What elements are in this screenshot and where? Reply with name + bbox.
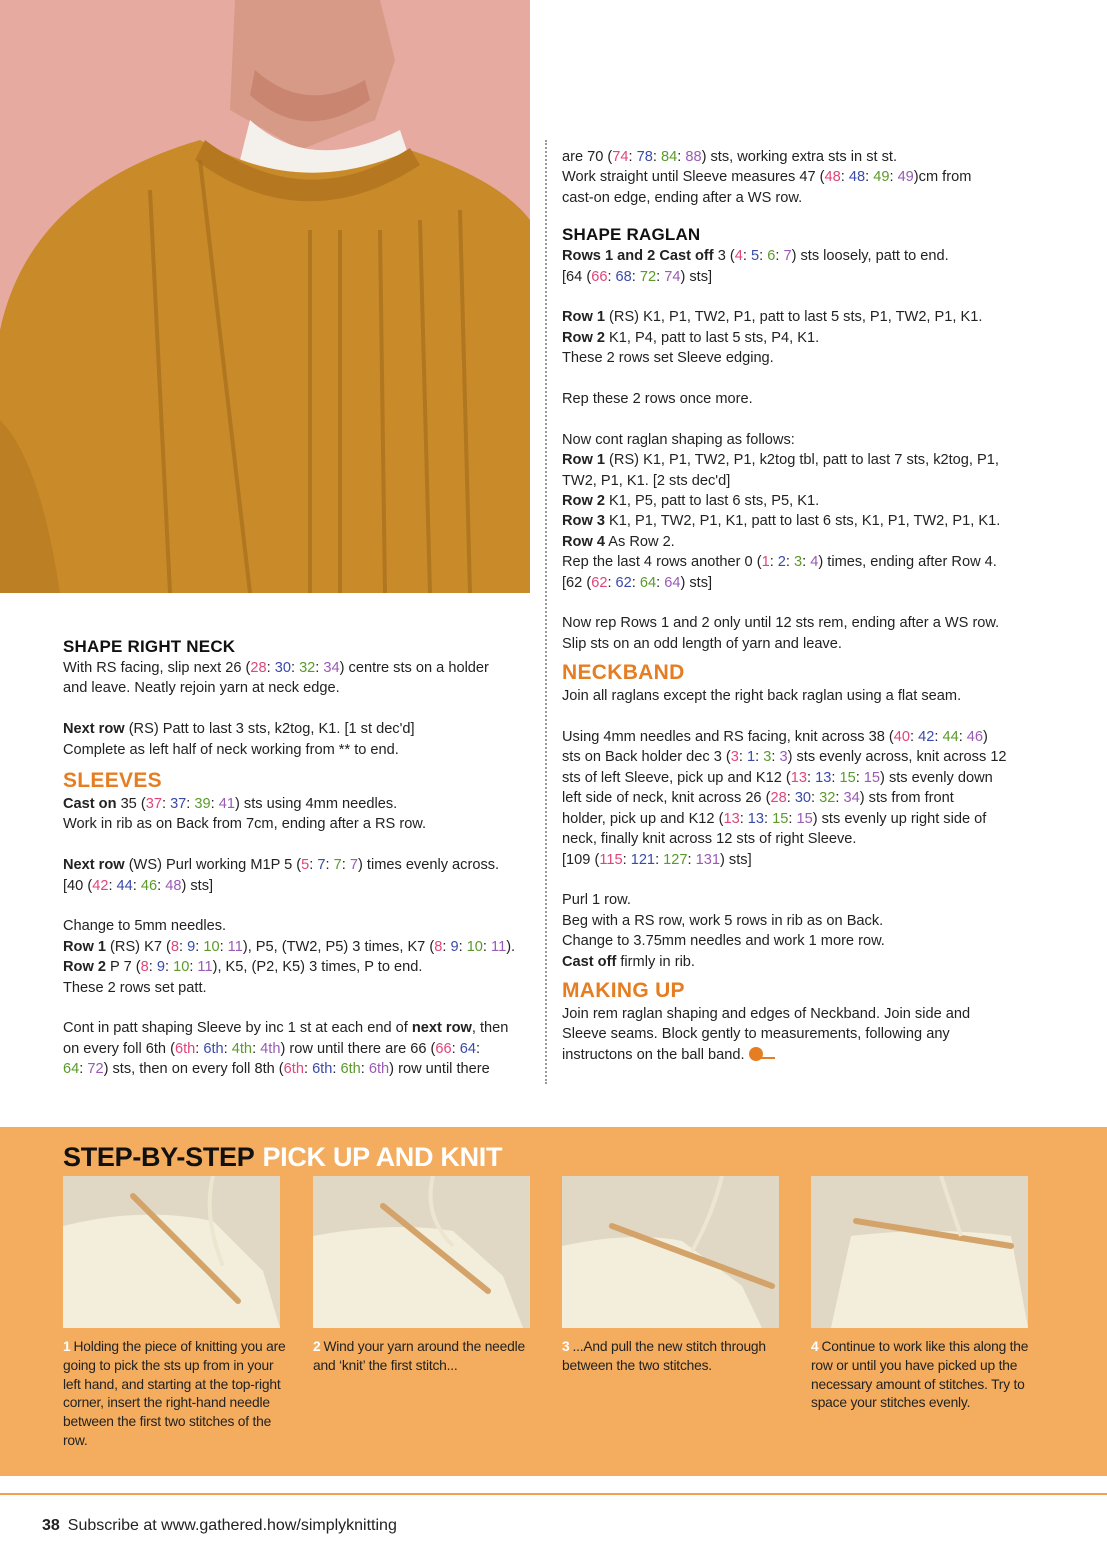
text-line: [109 (115: 121: 127: 131) sts] bbox=[562, 851, 752, 868]
right-column bbox=[562, 147, 1042, 1065]
text-line: Next row (WS) Purl working M1P 5 (5: 7: 7: 7) times evenly across. bbox=[63, 857, 500, 874]
text-line: TW2, P1, K1. [2 sts dec'd] bbox=[562, 472, 731, 489]
text-line: Change to 3.75mm needles and work 1 more row. bbox=[562, 933, 885, 950]
text-line: Using 4mm needles and RS facing, knit across 38 (40: 42: 44: 46) bbox=[562, 729, 988, 746]
text-line: Complete as left half of neck working from ** to end. bbox=[63, 741, 399, 758]
text-line: Row 1 (RS) K1, P1, TW2, P1, k2tog tbl, patt to last 7 sts, k2tog, P1, bbox=[562, 452, 999, 469]
neckband-heading: NECKBAND bbox=[562, 661, 685, 685]
text-line: Row 2 K1, P4, patt to last 5 sts, P4, K1. bbox=[562, 329, 820, 346]
shape-raglan-heading: SHAPE RAGLAN bbox=[562, 225, 701, 245]
text-line: Rep these 2 rows once more. bbox=[562, 391, 753, 408]
text-line: With RS facing, slip next 26 (28: 30: 32: 34) centre sts on a holder bbox=[63, 660, 489, 676]
step-by-step-title: STEP-BY-STEP PICK UP AND KNIT bbox=[63, 1142, 503, 1172]
text-line: cast-on edge, ending after a WS row. bbox=[562, 189, 803, 206]
text-line: Row 1 (RS) K1, P1, TW2, P1, patt to last 5 sts, P1, TW2, P1, K1. bbox=[562, 309, 983, 326]
text-line: Row 2 K1, P5, patt to last 6 sts, P5, K1. bbox=[562, 493, 820, 510]
yarn-ball-icon bbox=[749, 1047, 763, 1061]
text-line: Beg with a RS row, work 5 rows in rib as on Back. bbox=[562, 912, 884, 929]
step-3-caption: 3 ...And pull the new stitch through between the two stitches. bbox=[562, 1339, 766, 1373]
text-line: Now rep Rows 1 and 2 only until 12 sts rem, ending after a WS row. bbox=[562, 615, 1000, 632]
step-by-step-panel bbox=[0, 1127, 1107, 1476]
text-line: left side of neck, knit across 26 (28: 30: 32: 34) sts from front bbox=[562, 790, 954, 807]
step-4-caption: 4 Continue to work like this along the row or until you have picked up the necessary amount of stitches. Try to space your stitches evenly. bbox=[811, 1339, 1029, 1411]
footer-divider bbox=[0, 1493, 1107, 1495]
text-line: Row 3 K1, P1, TW2, P1, K1, patt to last 6 sts, K1, P1, TW2, P1, K1. bbox=[562, 513, 1001, 530]
text-line: are 70 (74: 78: 84: 88) sts, working extra sts in st st. bbox=[562, 149, 898, 165]
text-line: These 2 rows set Sleeve edging. bbox=[562, 350, 774, 367]
step-1-caption: 1 Holding the piece of knitting you are going to pick the sts up from in your left hand, and starting at the top-right corner, insert the right-hand needle between the first two stitches of the row. bbox=[63, 1339, 286, 1448]
text-line: Rep the last 4 rows another 0 (1: 2: 3: 4) times, ending after Row 4. bbox=[562, 554, 997, 571]
text-line: Work in rib as on Back from 7cm, ending after a RS row. bbox=[63, 816, 427, 833]
text-line: Purl 1 row. bbox=[562, 892, 631, 909]
text-line: Rows 1 and 2 Cast off 3 (4: 5: 6: 7) sts loosely, patt to end. bbox=[562, 248, 949, 265]
text-line: neck, finally knit across 12 sts of right Sleeve. bbox=[562, 831, 857, 848]
sleeves-heading: SLEEVES bbox=[63, 769, 162, 793]
text-line: Row 2 P 7 (8: 9: 10: 11), K5, (P2, K5) 3 times, P to end. bbox=[63, 959, 423, 976]
text-line: on every foll 6th (6th: 6th: 4th: 4th) row until there are 66 (66: 64: bbox=[63, 1040, 481, 1057]
text-line: Slip sts on an odd length of yarn and leave. bbox=[562, 635, 842, 652]
text-line: sts of left Sleeve, pick up and K12 (13: 13: 15: 15) sts evenly down bbox=[562, 769, 993, 786]
text-line: Row 4 As Row 2. bbox=[562, 533, 675, 550]
text-line: 64: 72) sts, then on every foll 8th (6th: 6th: 6th: 6th) row until there bbox=[63, 1061, 490, 1078]
text-line: Change to 5mm needles. bbox=[63, 918, 227, 935]
text-line: Next row (RS) Patt to last 3 sts, k2tog, K1. [1 st dec'd] bbox=[63, 721, 415, 738]
text-line: Cast off firmly in rib. bbox=[562, 953, 695, 970]
step-4-photo bbox=[811, 1176, 1028, 1328]
text-line: [40 (42: 44: 46: 48) sts] bbox=[63, 877, 214, 894]
making-up-heading: MAKING UP bbox=[562, 978, 685, 1002]
text-line: sts on Back holder dec 3 (3: 1: 3: 3) sts evenly across, knit across 12 bbox=[562, 749, 1007, 766]
text-line: [64 (66: 68: 72: 74) sts] bbox=[562, 268, 713, 285]
text-line: Join rem raglan shaping and edges of Neckband. Join side and bbox=[562, 1005, 971, 1022]
text-line: and leave. Neatly rejoin yarn at neck edge. bbox=[63, 680, 340, 697]
step-3-photo bbox=[562, 1176, 779, 1328]
text-line: [62 (62: 62: 64: 64) sts] bbox=[562, 574, 713, 591]
sweater-photo bbox=[0, 0, 530, 593]
text-line: Cast on 35 (37: 37: 39: 41) sts using 4mm needles. bbox=[63, 796, 398, 813]
text-line: instructons on the ball band. bbox=[562, 1045, 1042, 1065]
page-number: 38 bbox=[42, 1517, 60, 1534]
left-column bbox=[63, 636, 533, 1080]
text-line: Now cont raglan shaping as follows: bbox=[562, 431, 795, 448]
text-line: Sleeve seams. Block gently to measurements, following any bbox=[562, 1026, 950, 1043]
subscribe-link[interactable]: Subscribe at www.gathered.how/simplyknitting bbox=[67, 1517, 397, 1534]
step-1-photo bbox=[63, 1176, 280, 1328]
text-line: Cont in patt shaping Sleeve by inc 1 st at each end of next row, then bbox=[63, 1020, 509, 1037]
text-line: Join all raglans except the right back raglan using a flat seam. bbox=[562, 688, 962, 705]
text-line: Work straight until Sleeve measures 47 (48: 48: 49: 49)cm from bbox=[562, 169, 972, 186]
step-2-photo bbox=[313, 1176, 530, 1328]
column-divider bbox=[545, 140, 547, 1084]
text-line: Row 1 (RS) K7 (8: 9: 10: 11), P5, (TW2, P5) 3 times, K7 (8: 9: 10: 11). bbox=[63, 938, 516, 955]
shape-right-neck-heading: SHAPE RIGHT NECK bbox=[63, 637, 236, 656]
text-line: holder, pick up and K12 (13: 13: 15: 15) sts evenly up right side of bbox=[562, 810, 987, 827]
text-line: These 2 rows set patt. bbox=[63, 979, 207, 996]
step-2-caption: 2 Wind your yarn around the needle and ‘knit’ the first stitch... bbox=[313, 1339, 525, 1373]
footer bbox=[42, 1517, 397, 1535]
